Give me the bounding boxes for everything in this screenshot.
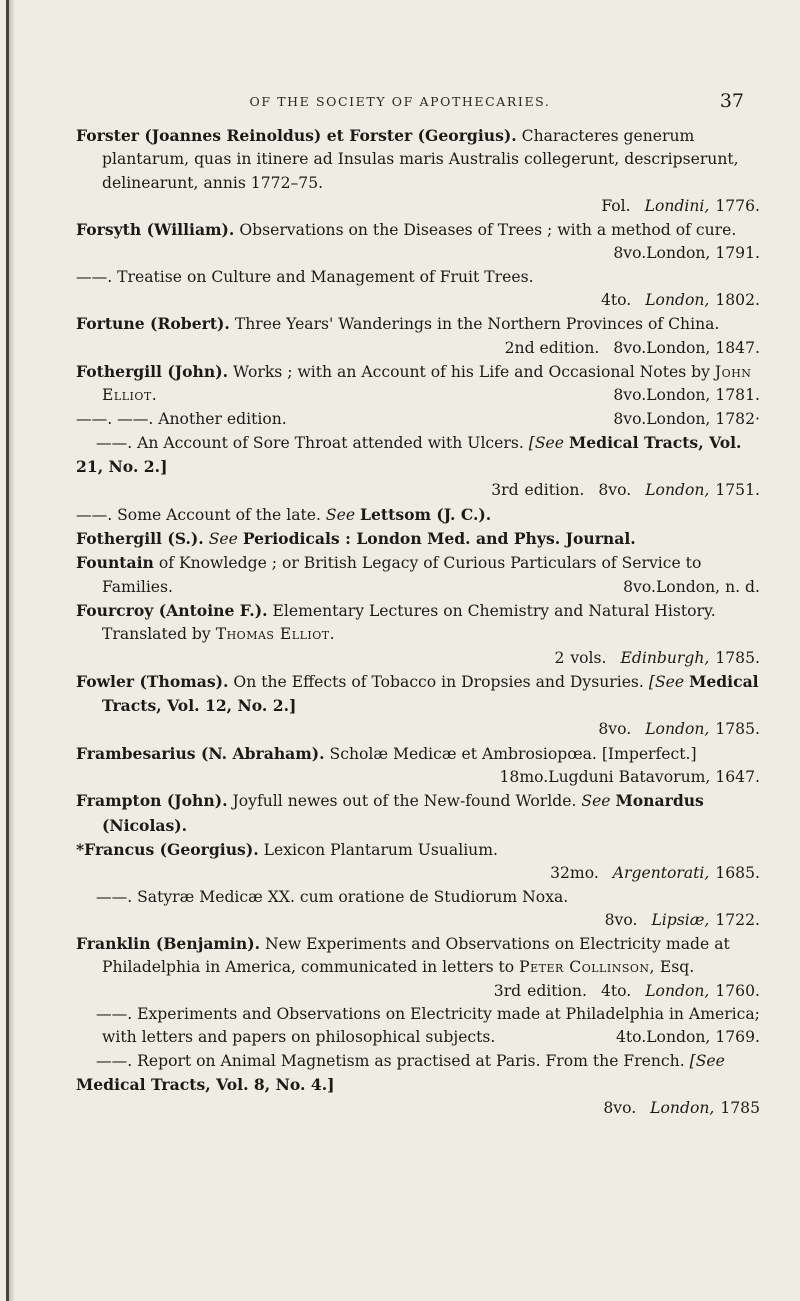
entry-place: London, <box>645 981 710 1000</box>
entry-see: [See <box>528 433 565 452</box>
entry-format: 8vo. <box>603 1099 637 1118</box>
entry-place: London, <box>645 720 710 739</box>
entry-format: 18mo. <box>499 768 549 787</box>
entry-dash-2: ——. <box>117 409 154 428</box>
entry-format: 4to. <box>600 981 632 1000</box>
entry-year: 1781. <box>715 386 760 405</box>
entry-title: Three Years' Wanderings in the Northern Provinces of China. <box>234 315 720 334</box>
entry-title: Report on Animal Magnetism as practised at Paris. From the French. <box>137 1051 685 1070</box>
entry-reference: Periodicals : London Med. and Phys. Journal. <box>242 529 636 549</box>
entry-year: 1782· <box>715 409 760 428</box>
entry-reference: Medical Tracts, Vol. 21, No. 2.] <box>76 432 742 477</box>
entry-heading: Fortune (Robert). <box>76 314 230 334</box>
catalogue-entry <box>76 124 766 218</box>
entry-heading: Franklin (Benjamin). <box>76 934 261 954</box>
entry-place: Argentorati, <box>612 864 710 883</box>
entry-dash: ——. <box>96 887 133 906</box>
entry-year: 1769. <box>715 1028 760 1047</box>
entry-dash: ——. <box>76 409 113 428</box>
entry-dash: ——. <box>96 433 133 452</box>
entry-place: London, <box>650 1099 715 1118</box>
entry-year: 1785. <box>715 648 760 667</box>
entry-see: See <box>325 505 356 524</box>
entry-year: 1647. <box>715 768 760 787</box>
entry-dash: ——. <box>76 505 113 524</box>
entry-year: 1802. <box>715 291 760 310</box>
entry-title: Some Account of the late. <box>117 505 321 524</box>
entry-dash: ——. <box>96 1004 133 1023</box>
catalogue-entry <box>76 218 766 266</box>
entry-volumes: 2 vols. <box>554 648 607 667</box>
entry-imprint <box>102 862 766 885</box>
entry-place: London, <box>646 409 711 428</box>
entry-see: See <box>581 792 611 811</box>
entry-place: Londini, <box>644 196 710 215</box>
entry-place: London, <box>646 386 711 405</box>
catalogue-entry <box>76 599 766 670</box>
entry-place: London, <box>655 577 721 596</box>
entry-imprint <box>102 647 766 670</box>
entry-imprint <box>613 242 766 265</box>
entry-see: See <box>208 530 238 549</box>
entry-heading: Fothergill (S.). <box>76 529 204 549</box>
entry-edition: 2nd edition. <box>504 338 600 357</box>
entry-heading: Frampton (John). <box>76 791 228 811</box>
entry-year: 1785. <box>715 720 760 739</box>
entry-author: Peter Collinson, <box>519 958 655 977</box>
entry-year: 1751. <box>715 481 760 500</box>
entry-heading: Fothergill (John). <box>76 361 229 381</box>
catalogue-entry <box>76 742 766 790</box>
page-header <box>0 92 800 116</box>
page-number: 37 <box>719 90 744 112</box>
entry-title: of Knowledge ; or British Legacy of Curious Particulars of Service to Families. <box>102 554 702 596</box>
catalogue-entry <box>76 527 766 551</box>
entry-imprint <box>623 576 766 599</box>
entry-imprint <box>76 479 766 502</box>
catalogue-entry <box>76 886 766 933</box>
entry-edition: 3rd edition. <box>493 981 587 1000</box>
entry-imprint <box>613 408 766 431</box>
catalogue-entry <box>76 503 766 527</box>
entry-format: 4to. <box>615 1028 647 1047</box>
entry-imprint <box>102 718 766 741</box>
entry-imprint <box>615 1026 766 1049</box>
running-head: OF THE SOCIETY OF APOTHECARIES. <box>249 94 551 109</box>
asterisk-marker: * <box>76 839 85 859</box>
entry-imprint <box>76 1097 766 1120</box>
entry-year: 1760. <box>715 981 760 1000</box>
binding-shadow <box>9 0 15 1301</box>
entry-heading: Fountain <box>76 553 154 573</box>
entry-imprint <box>499 766 766 789</box>
entry-format: Fol. <box>601 196 631 215</box>
entry-reference: Monardus (Nicolas). <box>102 791 704 835</box>
entry-see: [See <box>648 672 685 691</box>
catalogue-entry <box>76 789 766 838</box>
entry-year: 1685. <box>715 864 760 883</box>
entry-year: 1785 <box>720 1099 760 1118</box>
catalogue-entry <box>76 1003 766 1050</box>
entry-format: 32mo. <box>550 864 599 883</box>
entry-year: 1847. <box>715 338 760 357</box>
entry-title: Lexicon Plantarum Usualium. <box>263 840 498 859</box>
entry-imprint <box>76 289 766 312</box>
entry-title: Works ; with an Account of his Life and Occasional Notes by <box>233 362 710 381</box>
entry-format: 8vo. <box>623 577 656 596</box>
entry-imprint <box>613 384 766 407</box>
entry-format: 8vo. <box>604 910 638 929</box>
entry-dash: ——. <box>76 267 113 286</box>
entry-format: 8vo. <box>598 481 632 500</box>
entry-imprint <box>504 337 766 360</box>
entry-heading: Forsyth (William). <box>76 220 235 240</box>
catalogue-entry <box>76 266 766 313</box>
entry-dash: ——. <box>96 1051 133 1070</box>
entry-edition: 3rd edition. <box>491 481 585 500</box>
catalogue-entry <box>76 932 766 1003</box>
entry-title: New Experiments and Observations on Electricity made at Philadelphia in America, communicated in letters to <box>102 935 730 977</box>
entry-place: London, <box>646 338 711 357</box>
entry-title: Another edition. <box>158 409 287 428</box>
entry-place: London, <box>646 244 711 263</box>
entry-title: Elementary Lectures on Chemistry and Natural History. Translated by <box>102 601 716 644</box>
entry-title: On the Effects of Tobacco in Dropsies and Dysuries. <box>233 672 644 691</box>
entry-format: 8vo. <box>613 244 647 263</box>
entry-heading: Francus (Georgius). <box>84 839 259 859</box>
entry-heading: Fowler (Thomas). <box>76 671 229 691</box>
entry-heading: Frambesarius (N. Abraham). <box>76 743 325 763</box>
entry-title: Characteres generum plantarum, quas in itinere ad Insulas maris Australis collegerunt, descripserunt, delinearunt, annis 1772–75. <box>102 127 739 192</box>
entry-see: [See <box>689 1051 725 1070</box>
catalogue-entry <box>76 1050 766 1121</box>
catalogue-entry <box>76 431 766 503</box>
entry-title: Scholæ Medicæ et Ambrosiopœa. [Imperfect.] <box>329 744 697 763</box>
entry-place: London, <box>645 291 710 310</box>
entry-title-end: Esq. <box>659 958 695 977</box>
entry-author: John Elliot. <box>102 362 752 405</box>
entry-title: Joyfull newes out of the New-found Worlde. <box>232 792 577 811</box>
entry-title: Observations on the Diseases of Trees ; with a method of cure. <box>239 221 737 240</box>
entry-title: An Account of Sore Throat attended with Ulcers. <box>137 433 524 452</box>
entry-reference: Medical Tracts, Vol. 12, No. 2.] <box>102 671 759 716</box>
entry-place: London, <box>646 1028 711 1047</box>
catalogue-entries <box>76 124 766 1120</box>
entry-reference: Medical Tracts, Vol. 8, No. 4.] <box>76 1074 335 1094</box>
entry-imprint <box>76 909 766 932</box>
entry-place: Edinburgh, <box>620 648 710 667</box>
entry-format: 8vo. <box>613 386 647 405</box>
entry-format: 4to. <box>600 291 632 310</box>
entry-title: Satyræ Medicæ XX. cum oratione de Studiorum Noxa. <box>137 887 569 906</box>
entry-place: London, <box>645 481 710 500</box>
entry-format: 8vo. <box>598 720 632 739</box>
catalogue-entry <box>76 312 766 360</box>
entry-reference: Lettsom (J. C.). <box>360 504 492 524</box>
catalogue-entry <box>76 551 766 599</box>
entry-place: Lipsiæ, <box>651 910 710 929</box>
catalogue-entry <box>76 838 766 886</box>
catalogue-entry <box>76 408 766 431</box>
entry-heading: Forster (Joannes Reinoldus) et Forster (Georgius). <box>76 126 517 145</box>
entry-imprint <box>102 195 766 218</box>
catalogue-entry <box>76 670 766 742</box>
entry-heading: Fourcroy (Antoine F.). <box>76 600 268 620</box>
entry-year: n. d. <box>725 577 760 596</box>
entry-title: Treatise on Culture and Management of Fruit Trees. <box>117 267 534 286</box>
entry-year: 1776. <box>715 196 760 215</box>
catalogue-entry <box>76 360 766 408</box>
entry-author: Thomas Elliot. <box>215 625 336 644</box>
entry-year: 1791. <box>715 244 760 263</box>
entry-format: 8vo. <box>613 409 647 428</box>
entry-title: Experiments and Observations on Electricity made at Philadelphia in America; with letters and papers on philosophical subjects. <box>102 1004 760 1047</box>
entry-year: 1722. <box>715 910 760 929</box>
entry-format: 8vo. <box>613 338 647 357</box>
entry-imprint <box>102 980 766 1003</box>
entry-place: Lugduni Batavorum, <box>548 768 711 787</box>
